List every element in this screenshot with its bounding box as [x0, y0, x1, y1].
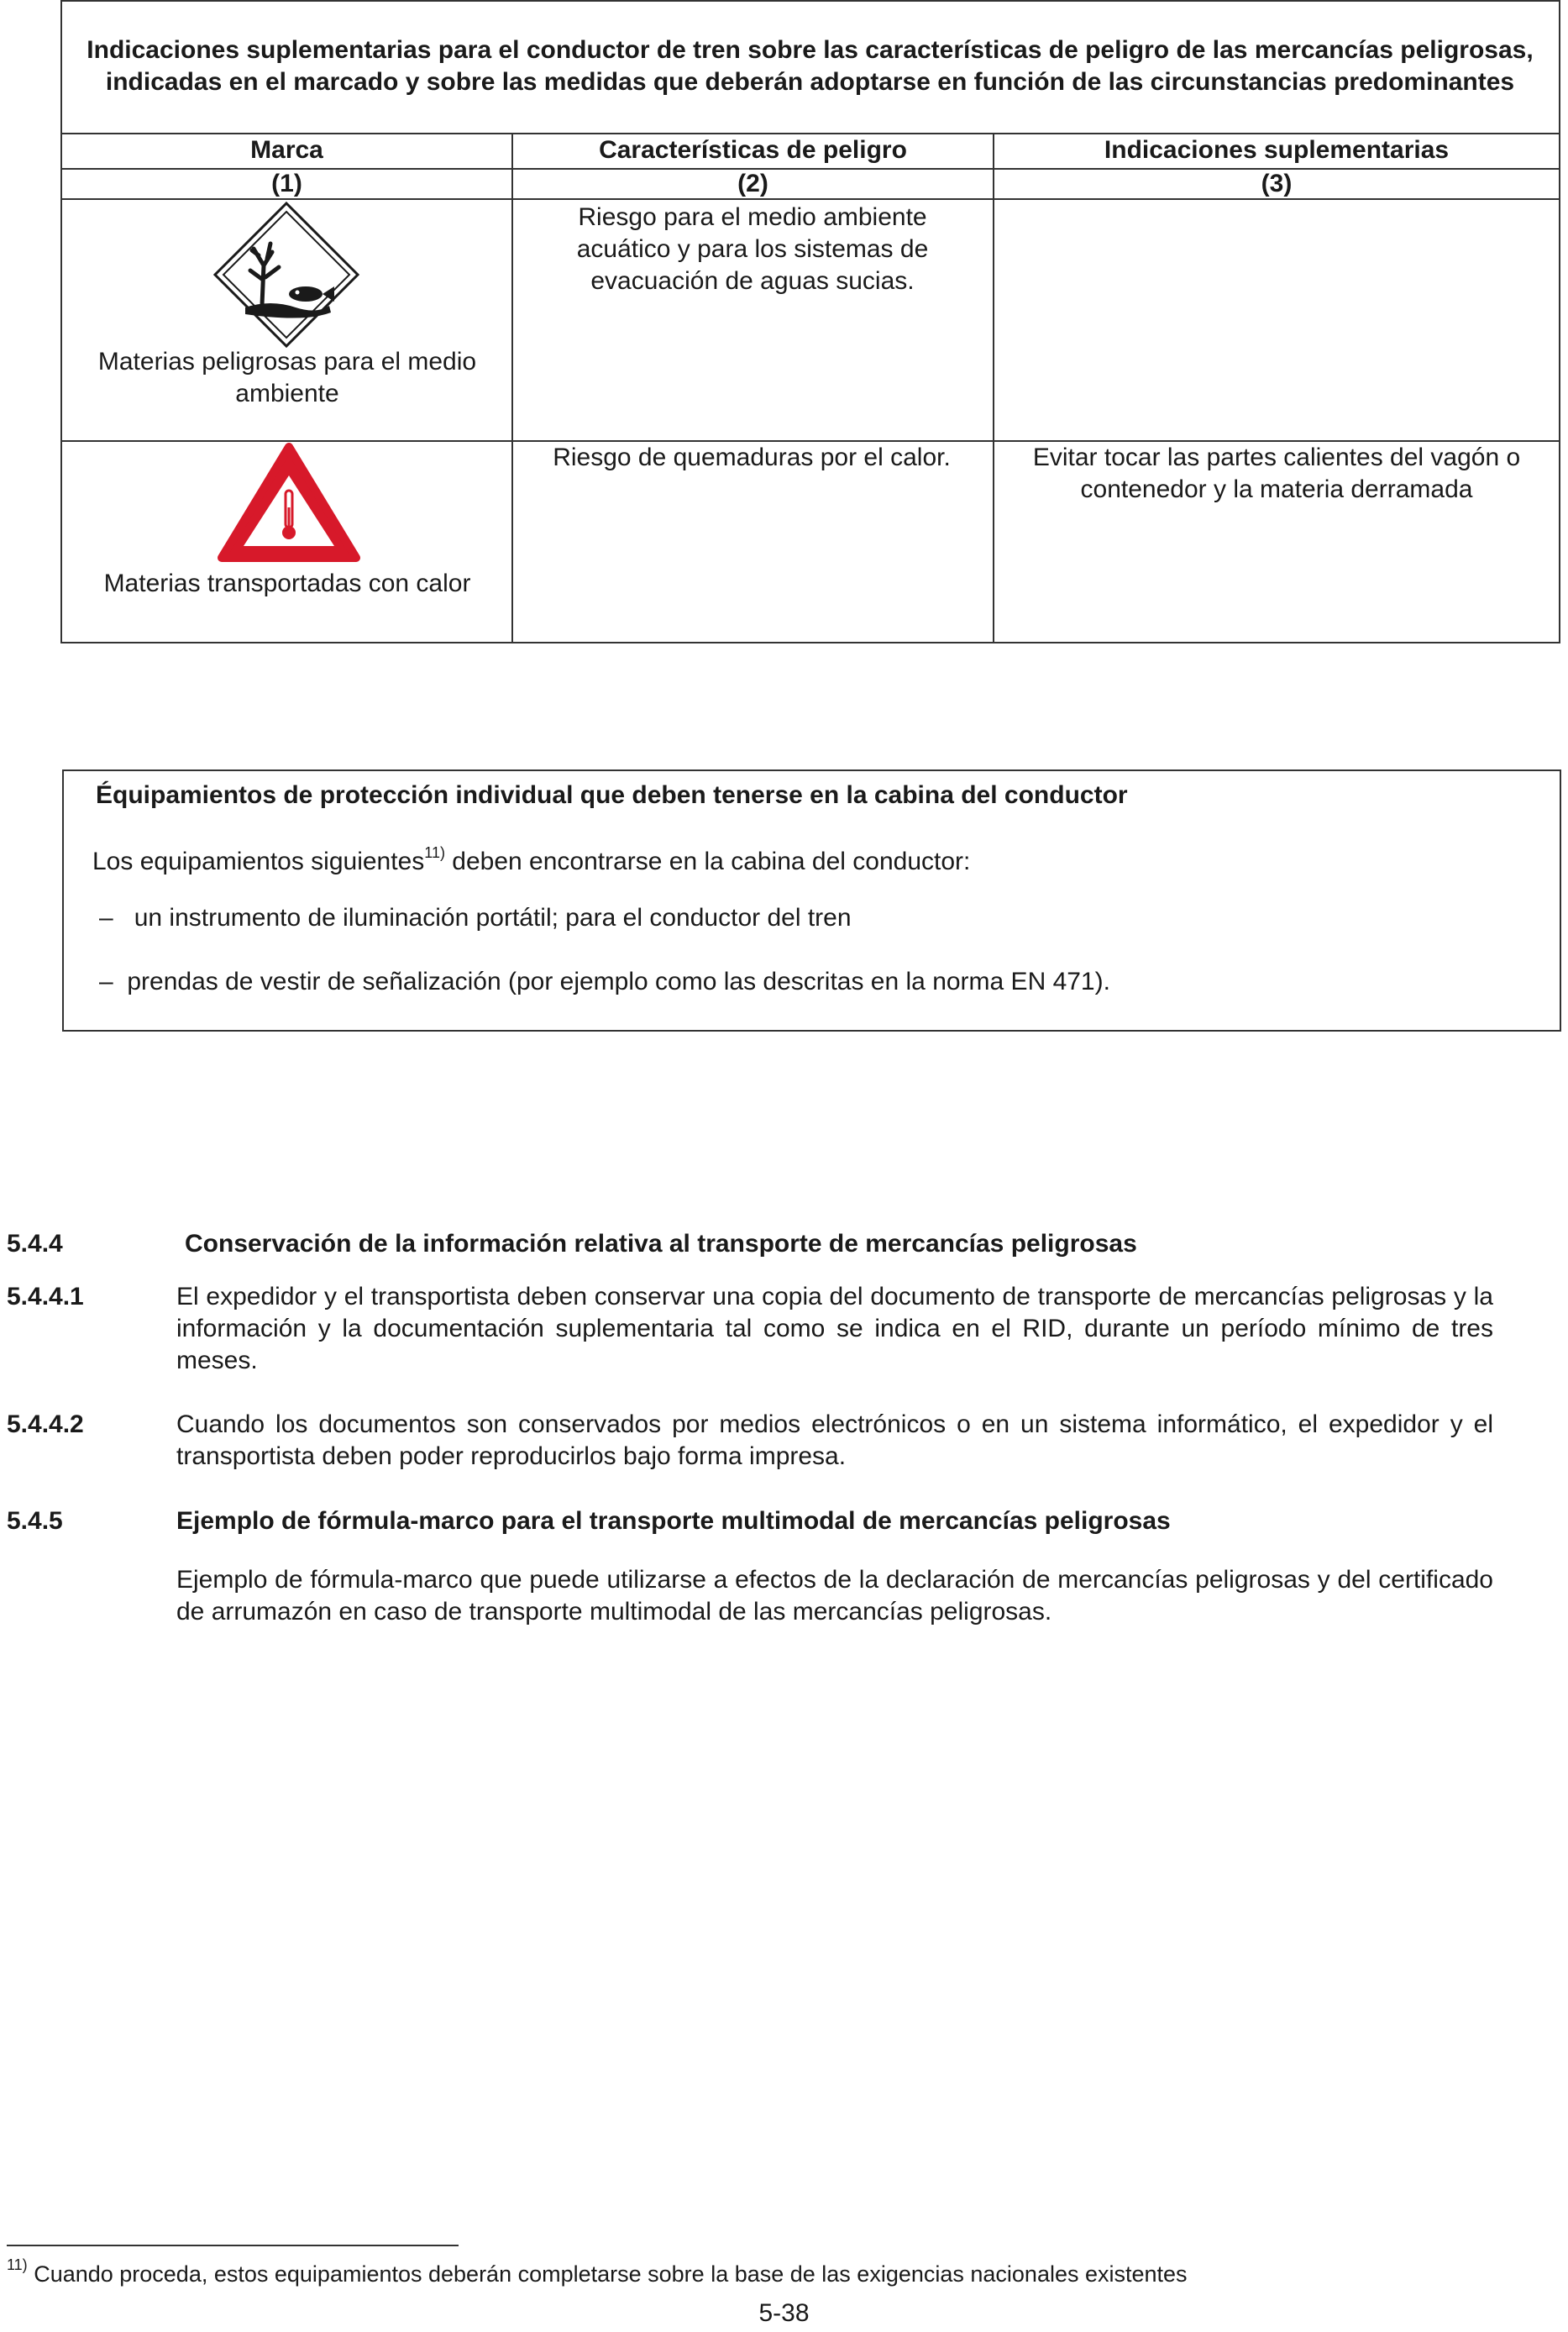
table-title: Indicaciones suplementarias para el conductor de tren sobre las características de peligro de las mercancías peligrosas, indicadas en el marcado y sobre las medidas que deberán adoptarse en función de las circunstancias predominantes — [87, 36, 1534, 96]
section-heading: Conservación de la información relativa al transporte de mercancías peligrosas — [185, 1230, 1137, 1258]
row-hazard-text: Riesgo de quemaduras por el calor. — [553, 444, 951, 471]
footnote — [7, 2256, 1188, 2288]
dash-bullet: – — [99, 904, 113, 932]
section-heading: Ejemplo de fórmula-marco para el transporte multimodal de mercancías peligrosas — [176, 1507, 1171, 1535]
row-hazard-text: Riesgo para el medio ambiente acuático y para los sistemas de evacuación de aguas sucias. — [576, 203, 929, 295]
section-number: 5.4.4 — [7, 1230, 63, 1258]
section-number: 5.4.4.2 — [7, 1410, 84, 1438]
col-number-2: (2) — [737, 170, 768, 197]
col-number-1: (1) — [271, 170, 302, 197]
row-instructions-text: Evitar tocar las partes calientes del vagón o contenedor y la materia derramada — [1032, 444, 1521, 503]
section-number: 5.4.4.1 — [7, 1283, 84, 1310]
footnote-ref: 11) — [424, 844, 445, 861]
header-hazard: Características de peligro — [599, 136, 907, 164]
table-col-separator — [993, 133, 994, 643]
header-instructions: Indicaciones suplementarias — [1104, 136, 1450, 164]
col-number-3: (3) — [1261, 170, 1293, 197]
footnote-rule — [7, 2245, 459, 2246]
section-paragraph: Cuando los documentos son conservados por medios electrónicos o en un sistema informático, el expedidor y el transportista deben poder reproducirlos bajo forma impresa. — [176, 1410, 1493, 1470]
section-paragraph: El expedidor y el transportista deben conservar una copia del documento de transporte de mercancías peligrosas y la información y la documentación suplementaria tal como se indica en el RID, durante un período mínimo de tres meses. — [176, 1283, 1493, 1374]
ppe-title: Équipamientos de protección individual que deben tenerse en la cabina del conductor — [96, 781, 1128, 809]
footnote-text: Cuando proceda, estos equipamientos deberán completarse sobre la base de las exigencias nacionales existentes — [27, 2261, 1188, 2287]
ppe-item-text: un instrumento de iluminación portátil; para el conductor del tren — [134, 904, 852, 932]
ppe-intro-text: deben encontrarse en la cabina del conductor: — [444, 848, 971, 875]
row-mark-label: Materias peligrosas para el medio ambiente — [97, 348, 477, 407]
hot-material-thermometer-icon — [215, 440, 363, 572]
ppe-list-item — [99, 966, 1110, 998]
page-number: 5-38 — [758, 2299, 810, 2327]
dash-bullet: – — [99, 968, 113, 995]
ppe-intro-text: Los equipamientos siguientes — [92, 848, 425, 875]
table-border-bottom — [60, 642, 1560, 643]
header-mark: Marca — [250, 136, 323, 164]
section-number: 5.4.5 — [7, 1507, 63, 1535]
environment-hazard-icon — [212, 200, 361, 354]
section-paragraph: Ejemplo de fórmula-marco que puede utilizarse a efectos de la declaración de mercancías peligrosas y del certificado de arrumazón en caso de transporte multimodal de las mercancías peligrosas. — [176, 1566, 1493, 1626]
row-mark-label: Materias transportadas con calor — [103, 570, 471, 597]
ppe-intro — [92, 846, 970, 878]
table-col-separator — [511, 133, 513, 643]
ppe-item-text: prendas de vestir de señalización (por ejemplo como las descritas en la norma EN 471). — [127, 968, 1110, 995]
footnote-marker: 11) — [7, 2256, 28, 2273]
ppe-list-item — [99, 902, 852, 934]
